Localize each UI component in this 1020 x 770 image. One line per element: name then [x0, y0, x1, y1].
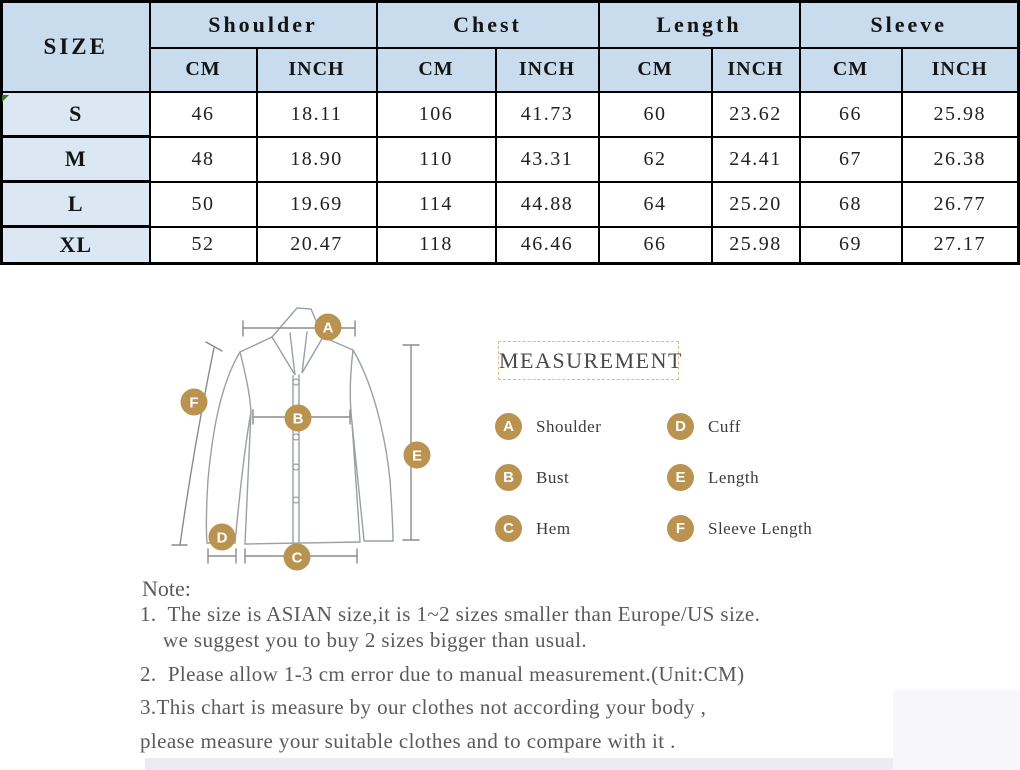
legend-item-cuff — [667, 413, 837, 440]
background-panel — [893, 690, 1020, 770]
size-row-label: S — [2, 92, 150, 137]
unit-header-inch: INCH — [902, 48, 1019, 92]
marker-badge-c — [284, 544, 311, 571]
size-value-cell: 26.38 — [902, 137, 1019, 182]
unit-header-inch: INCH — [712, 48, 800, 92]
legend-badge-b: B — [495, 464, 522, 491]
size-value-cell: 41.73 — [496, 92, 599, 137]
size-value-cell: 44.88 — [496, 182, 599, 227]
cell-corner-marker — [2, 95, 9, 102]
legend-label: Shoulder — [536, 416, 602, 436]
column-header-shoulder: Shoulder — [150, 2, 377, 48]
size-value-cell: 62 — [599, 137, 712, 182]
legend-label: Length — [708, 467, 760, 487]
size-chart-table — [0, 0, 1020, 265]
note-line: please measure your suitable clothes and to compare with it . — [140, 729, 676, 753]
legend-label: Hem — [536, 518, 571, 538]
size-value-cell: 48 — [150, 137, 257, 182]
size-value-cell: 25.98 — [902, 92, 1019, 137]
unit-header-cm: CM — [599, 48, 712, 92]
table-row-m — [2, 137, 1019, 182]
legend-item-sleeve-length — [667, 515, 837, 542]
marker-badge-a — [315, 314, 342, 341]
size-value-cell: 66 — [599, 227, 712, 264]
measurement-title: MEASUREMENT — [499, 348, 683, 373]
table-row-l — [2, 182, 1019, 227]
size-value-cell: 24.41 — [712, 137, 800, 182]
measurement-title-box — [498, 341, 683, 380]
measurement-legend-left — [495, 413, 665, 566]
legend-label: Sleeve Length — [708, 518, 813, 538]
svg-text:D: D — [216, 529, 228, 547]
unit-header-cm: CM — [800, 48, 902, 92]
svg-text:A: A — [322, 319, 334, 337]
svg-text:C: C — [291, 549, 303, 567]
size-value-cell: 27.17 — [902, 227, 1019, 264]
size-column-header: SIZE — [2, 2, 150, 92]
legend-item-bust — [495, 464, 665, 491]
shirt-measurement-diagram — [150, 300, 470, 578]
note-line: we suggest you to buy 2 sizes bigger than usual. — [163, 628, 587, 652]
legend-item-length — [667, 464, 837, 491]
unit-header-cm: CM — [377, 48, 496, 92]
size-value-cell: 26.77 — [902, 182, 1019, 227]
svg-text:F: F — [189, 394, 199, 412]
size-row-label: M — [2, 137, 150, 182]
size-value-cell: 106 — [377, 92, 496, 137]
svg-text:B: B — [292, 410, 304, 428]
notes-heading: Note: — [142, 576, 191, 601]
marker-badge-e — [404, 442, 431, 469]
marker-badge-d — [209, 524, 236, 551]
legend-badge-d: D — [667, 413, 694, 440]
note-line: 3.This chart is measure by our clothes not according your body , — [140, 695, 707, 719]
legend-item-shoulder — [495, 413, 665, 440]
svg-text:E: E — [411, 447, 423, 465]
size-value-cell: 46 — [150, 92, 257, 137]
note-line: 1. The size is ASIAN size,it is 1~2 sizes smaller than Europe/US size. — [140, 602, 761, 626]
table-row-xl — [2, 227, 1019, 264]
column-header-length: Length — [599, 2, 800, 48]
size-value-cell: 64 — [599, 182, 712, 227]
size-value-cell: 60 — [599, 92, 712, 137]
unit-header-inch: INCH — [496, 48, 599, 92]
unit-header-cm: CM — [150, 48, 257, 92]
size-row-label: L — [2, 182, 150, 227]
marker-badge-f — [181, 389, 208, 416]
measurement-legend-right — [667, 413, 837, 566]
size-value-cell: 25.98 — [712, 227, 800, 264]
legend-label: Cuff — [708, 416, 741, 436]
size-value-cell: 23.62 — [712, 92, 800, 137]
size-value-cell: 46.46 — [496, 227, 599, 264]
size-value-cell: 114 — [377, 182, 496, 227]
size-value-cell: 67 — [800, 137, 902, 182]
size-value-cell: 50 — [150, 182, 257, 227]
legend-label: Bust — [536, 467, 570, 487]
column-header-sleeve: Sleeve — [800, 2, 1019, 48]
measurement-lines — [172, 321, 419, 563]
size-value-cell: 118 — [377, 227, 496, 264]
size-value-cell: 43.31 — [496, 137, 599, 182]
size-value-cell: 18.90 — [257, 137, 377, 182]
legend-badge-e: E — [667, 464, 694, 491]
shirt-buttons — [293, 379, 299, 503]
size-value-cell: 110 — [377, 137, 496, 182]
size-value-cell: 69 — [800, 227, 902, 264]
size-value-cell: 20.47 — [257, 227, 377, 264]
size-value-cell: 25.20 — [712, 182, 800, 227]
note-line: 2. Please allow 1-3 cm error due to manual measurement.(Unit:CM) — [140, 662, 745, 686]
size-value-cell: 68 — [800, 182, 902, 227]
size-row-label: XL — [2, 227, 150, 264]
size-value-cell: 19.69 — [257, 182, 377, 227]
legend-badge-a: A — [495, 413, 522, 440]
background-strip — [145, 758, 893, 770]
legend-item-hem — [495, 515, 665, 542]
legend-badge-c: C — [495, 515, 522, 542]
size-value-cell: 52 — [150, 227, 257, 264]
table-row-s — [2, 92, 1019, 137]
column-header-chest: Chest — [377, 2, 599, 48]
marker-badge-b — [285, 405, 312, 432]
size-value-cell: 66 — [800, 92, 902, 137]
legend-badge-f: F — [667, 515, 694, 542]
unit-header-inch: INCH — [257, 48, 377, 92]
size-value-cell: 18.11 — [257, 92, 377, 137]
